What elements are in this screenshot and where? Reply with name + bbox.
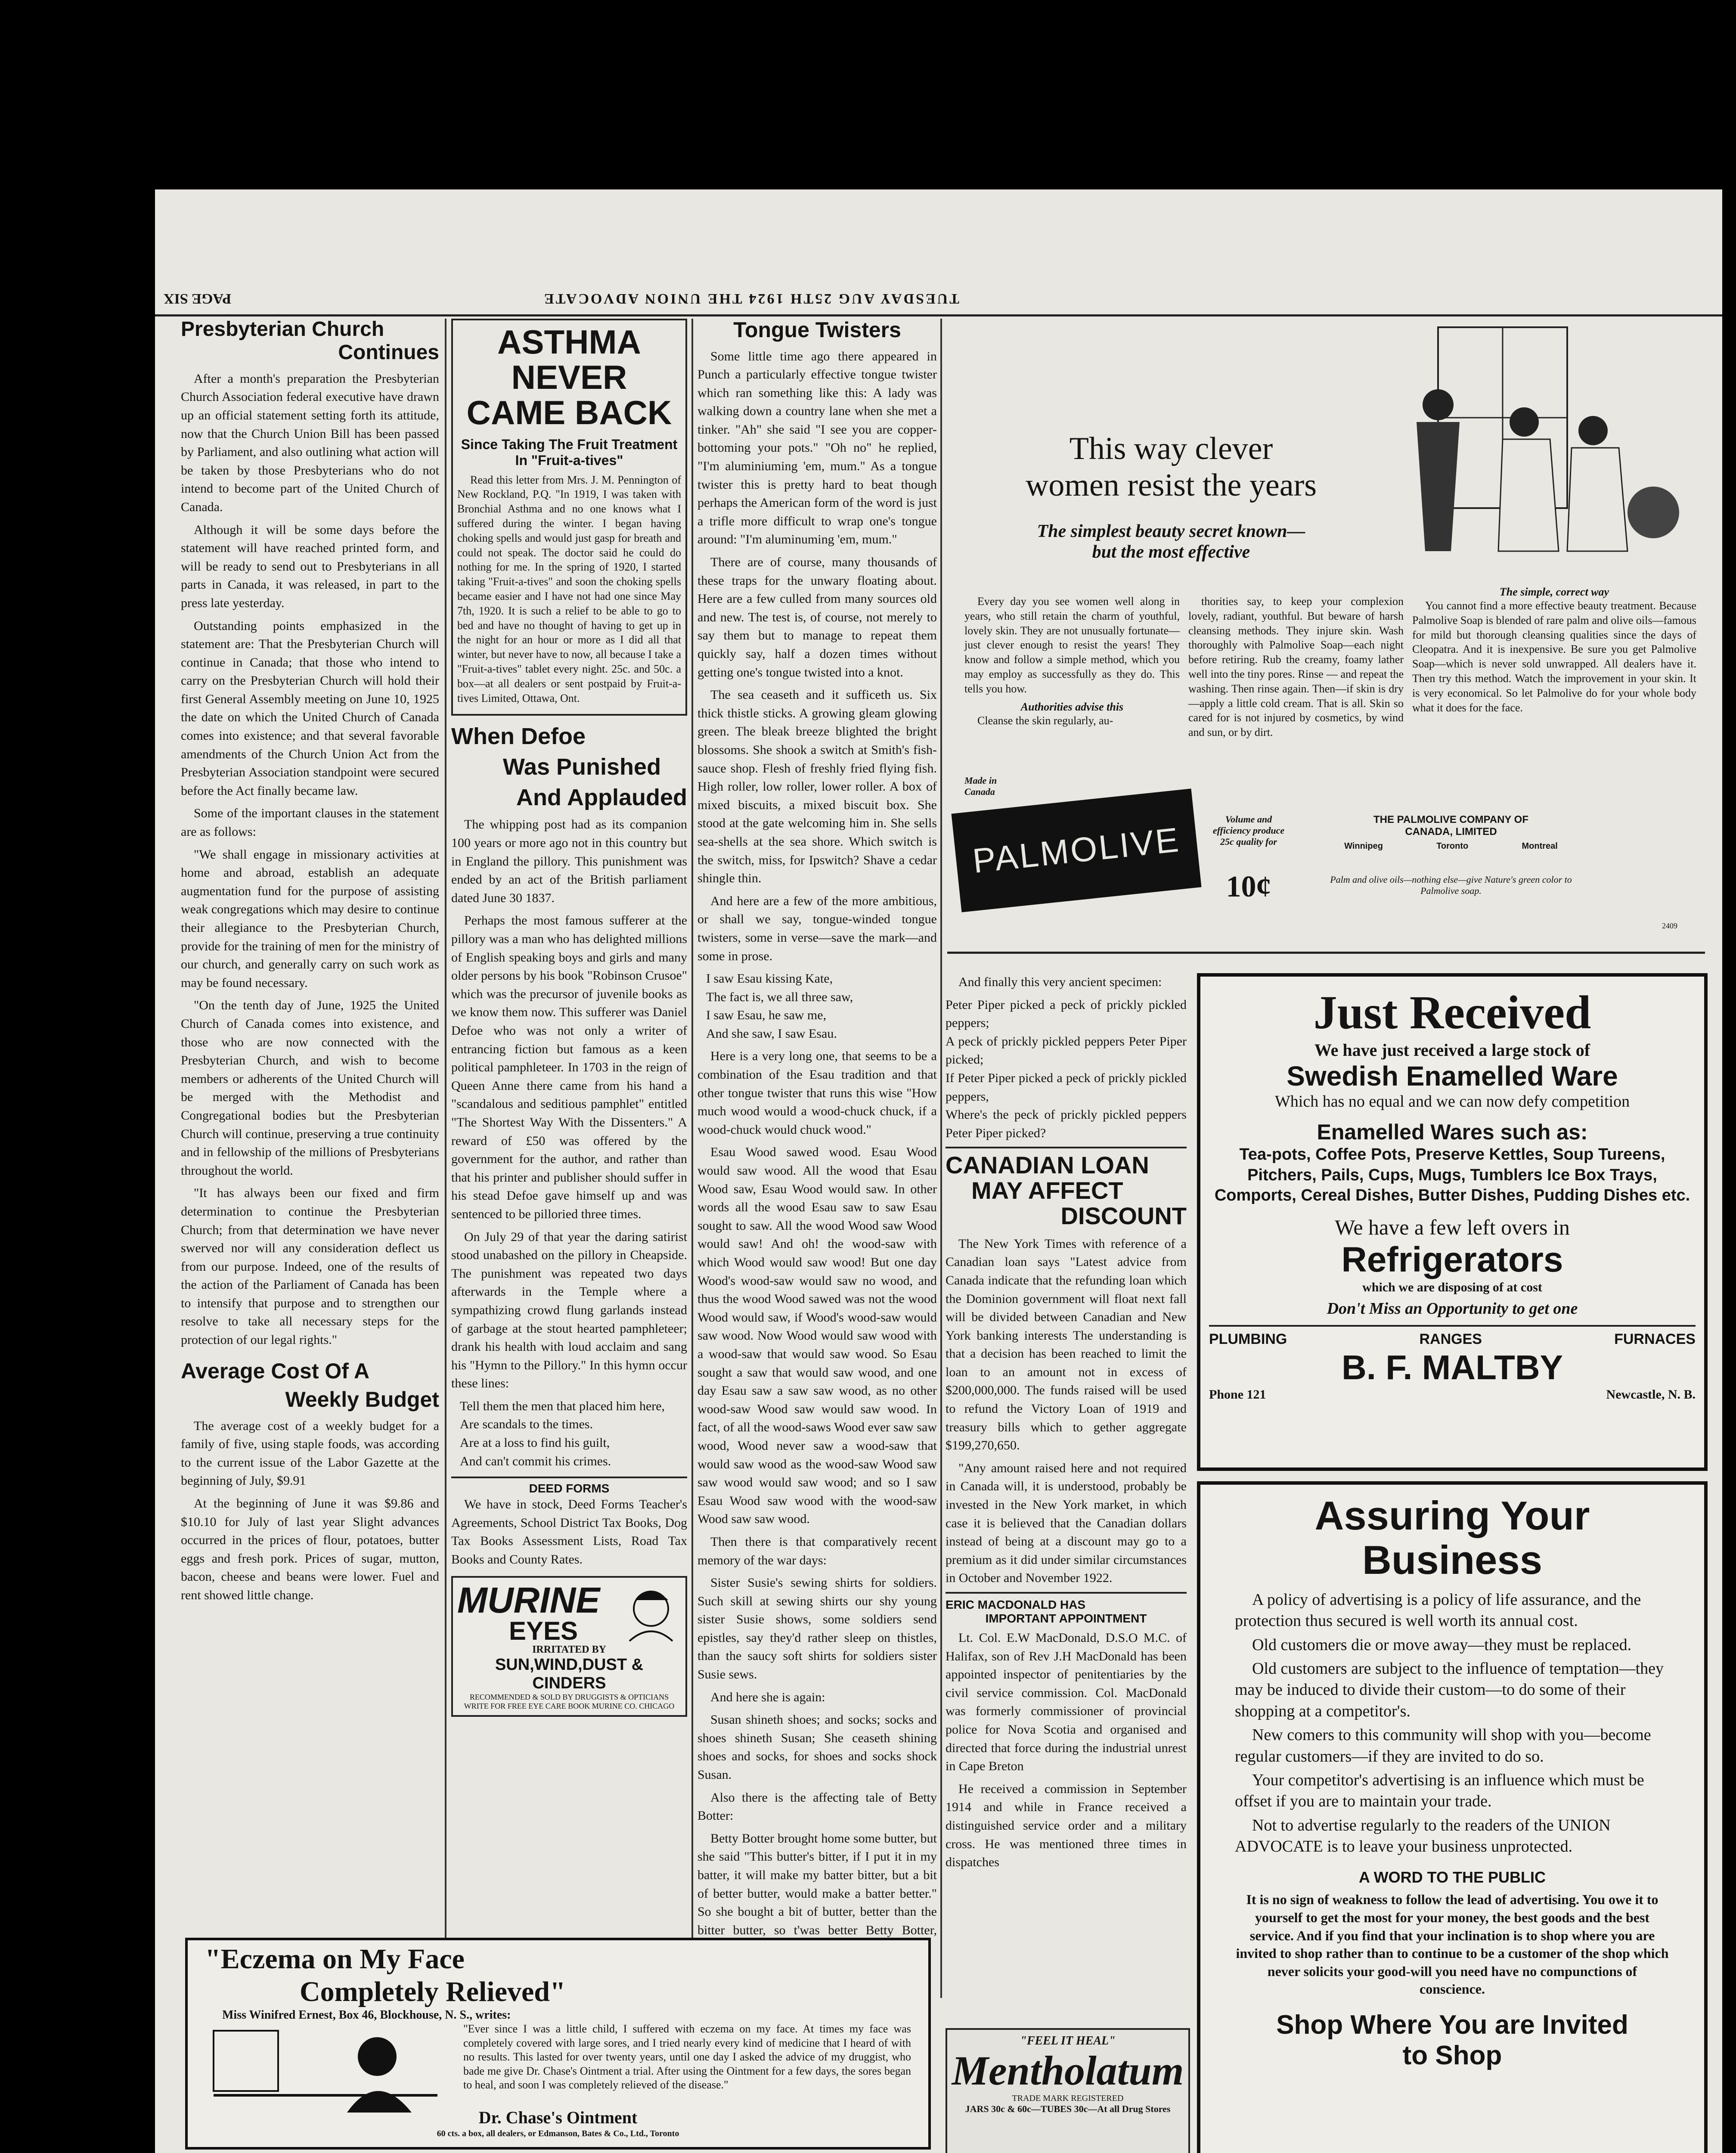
article-paragraph: Lt. Col. E.W MacDonald, D.S.O M.C. of Halifax, son of Rev J.H MacDonald has been appointed inspector of penitentiaries by the civil service commission. Col. MacDonald was formerly commissioner of provincial police for Nova Scotia and organised and directed that force during the industrial unrest in Cape Breton bbox=[946, 1631, 1187, 1774]
maltby-ad bbox=[1197, 973, 1708, 1471]
article-paragraph: "It has always been our fixed and firm determination to continue the Presbyterian Church; from that determination we have never swerved nor will any consideration deflect us from our purpose. Indeed, one of the results of the action of the Parliament of Canada has been to intensify that purpose and to strengthen our resolve to take all necessary steps for the protection of our legal rights." bbox=[181, 1186, 439, 1347]
woman-at-mirror-icon bbox=[205, 2026, 446, 2113]
asthma-title: ASTHMA NEVER bbox=[497, 323, 641, 396]
headline-canadian-loan: CANADIAN LOAN bbox=[946, 1151, 1149, 1179]
headline-presbyterian: Presbyterian Church bbox=[181, 319, 384, 341]
deed-forms-notice bbox=[451, 1477, 687, 1569]
murine-line: WRITE FOR FREE EYE CARE BOOK MURINE CO. CHICAGO bbox=[464, 1701, 675, 1710]
article-paragraph: After a month's preparation the Presbyterian Church Association federal executive have drawn up an official statement setting forth its attitude, now that the Church Union Bill has been passed by Parliament, and also outlining what action will be taken by those Presbyterians who do not intend to become part of the United Church of Canada. bbox=[181, 371, 439, 514]
palmolive-column-2: thorities say, to keep your complexion lovely, radiant, youthful. But beware of harsh cleansing methods. They injure skin. Wash thoroughly with Palmolive Soap—each night before retiring. Rub the creamy, foamy lather well into the tiny pores. Rinse — and repeat the washing. Then rinse again. Then—if skin is dry—apply a little cold cream. That is all. Skin so cared for is not injured by cosmetics, by wind and sun, or by dirt. bbox=[1188, 595, 1404, 739]
palmolive-tagline: Palm and olive oils—nothing else—give Nature's green color to Palmolive soap. bbox=[1330, 874, 1572, 896]
article-paragraph: Perhaps the most famous sufferer at the pillory was a man who has delighted millions of English speaking boys and girls and many older persons by his book "Robinson Crusoe" which was the precursor of juvenile books as we know them now. This sufferer was Daniel Defoe who was not only a writer of entrancing fiction but famous as a keen political pamphleteer. In 1703 in the reign of Queen Anne there came from his hand a "scandalous and seditious pamphlet" entitled "The Shortest Way With the Dissenters." A reward of £50 was offered by the government for the author, and rather than that his printer and publisher should suffer in his stead Defoe gave himself up and was sentenced to be pilloried three times. bbox=[451, 913, 687, 1221]
article-paragraph: Although it will be some days before the statement will have reached printed form, and will be ready to send out to Presbyterians in all parts in Canada, it was released, in part to the press late yesterday. bbox=[181, 522, 439, 610]
article-paragraph: And here she is again: bbox=[710, 1690, 825, 1704]
mentholatum-brand: Mentholatum bbox=[952, 2048, 1184, 2094]
headline-macdonald-2: IMPORTANT APPOINTMENT bbox=[985, 1612, 1147, 1626]
palmolive-subhead: The simplest beauty secret known— but the most effective bbox=[1037, 521, 1305, 562]
verse-line: Where's the peck of prickly pickled peppers Peter Piper picked? bbox=[946, 1108, 1187, 1140]
palmolive-column-3: The simple, correct way You cannot find a more effective beauty treatment. Because Palmolive Soap is blended of rare palm and olive oils—famous for mild but thorough cleansing qualities since the days of Cleopatra. And it is inexpensive. Be sure you get Palmolive Soap—which is never sold unwrapped. All dealers have it. Then try this method. Watch the improvement in your skin. It is very economical. So let Palmolive do for your whole body what it does for the face. bbox=[1412, 586, 1696, 714]
verse-line: If Peter Piper picked a peck of prickly pickled peppers, bbox=[946, 1070, 1187, 1104]
palmolive-volume: Volume and efficiency produce 25c quality for bbox=[1212, 814, 1285, 847]
maltby-line: Enamelled Wares such as: bbox=[1317, 1120, 1588, 1144]
palmolive-authorities: Authorities advise this bbox=[1020, 700, 1124, 713]
palmolive-brand: PALMOLIVE bbox=[970, 820, 1182, 881]
article-paragraph: The sea ceaseth and it sufficeth us. Six thick thistle sticks. A growing gleam glowing green. The bleak breeze blighted the bright blossoms. She shook a switch at Smith's fish-sauce shop. Flesh of freshly fried flying fish. High roller, low roller, lower roller. A box of mixed biscuits, a mixed biscuit box. She stood at the gate welcoming him in. She sells sea-shells at the sea shore. Which switch is the switch, miss, for Ipswitch? Shave a cedar shingle thin. bbox=[698, 688, 937, 886]
maltby-services: PLUMBING RANGES FURNACES bbox=[1209, 1325, 1696, 1348]
made-in-canada: Made in Canada bbox=[964, 775, 997, 797]
women-illustration-icon bbox=[1386, 319, 1696, 560]
palmolive-ad bbox=[947, 319, 1705, 965]
murine-line: RECOMMENDED & SOLD BY DRUGGISTS & OPTICIANS bbox=[469, 1692, 669, 1701]
headline-macdonald: ERIC MACDONALD HAS bbox=[946, 1598, 1086, 1612]
palmolive-city: Winnipeg bbox=[1344, 841, 1383, 851]
headline-budget-2: Weekly Budget bbox=[285, 1387, 439, 1412]
mentholatum-ad bbox=[946, 2028, 1190, 2153]
column-3 bbox=[698, 319, 937, 2024]
verse-line: And she saw, I saw Esau. bbox=[706, 1026, 837, 1041]
article-paragraph: Esau Wood sawed wood. Esau Wood would saw wood. All the wood that Esau Wood saw, Esau Wood would saw. In other words all the wood Esau saw to saw Esau sought to saw. All the wood Wood saw Wood would saw! And oh! the wood-saw with which Wood would saw wood! But one day Wood's wood-saw would saw no wood, and thus the wood Wood sawed was not the wood Wood would saw, if Wood's wood-saw would saw wood. Now Wood would saw wood with a wood-saw that would saw wood. So Esau sought a saw that would saw wood, and one day Esau saw a saw saw wood, as no other wood-saw Wood saw would saw wood. In fact, of all the wood-saws Wood ever saw saw wood, Wood never saw a wood-saw that would saw wood as the wood-saw Wood saw saw wood would saw wood; and so I saw Esau Wood saw wood with the wood-saw Wood saw saw wood. bbox=[698, 1145, 937, 1526]
palmolive-headline: This way clever women resist the years bbox=[1025, 431, 1317, 503]
assuring-close: Shop Where You are Invited to Shop bbox=[1276, 2010, 1628, 2071]
article-paragraph: "We shall engage in missionary activities at home and abroad, establish an adequate augmentation fund for the purpose of assisting weak congregations which may desire to continue their allegiance to the Presbyterian Church, provide for the training of men for the ministry of our church, and generally carry on such work as may be found necessary. bbox=[181, 847, 439, 990]
verse-line: The fact is, we all three saw, bbox=[706, 990, 853, 1004]
article-paragraph: Some little time ago there appeared in Punch a particularly effective tongue twister which ran something like this: A lady was walking down a country lane when she met a tinker. "Ah" she said "I see you are copper-bottoming your pots." "Oh no" he replied, "I'm aluminiuming 'em, mum." As a tongue twister this is pretty hard to beat though perhaps the American form of the word is just a trifle more difficult to wrap one's tongue around: "I'm aluminuming 'em, mum." bbox=[698, 349, 937, 547]
article-paragraph: At the beginning of June it was $9.86 and $10.10 for July of last year Slight advances occurred in the prices of flour, potatoes, butter eggs and fresh pork. Prices of sugar, mutton, bacon, cheese and beans were lower. Fuel and rent showed little change. bbox=[181, 1496, 439, 1602]
article-paragraph: Then there is that comparatively recent memory of the war days: bbox=[698, 1534, 937, 1567]
headline-canadian-loan-3: DISCOUNT bbox=[1060, 1202, 1187, 1229]
page-number-label: PAGE SIX bbox=[164, 291, 232, 307]
column-rule bbox=[445, 319, 446, 1998]
masthead: TUESDAY AUG 25TH 1924 THE UNION ADVOCATE bbox=[542, 291, 959, 307]
verse-line: Peter Piper picked a peck of prickly pickled peppers; bbox=[946, 997, 1187, 1030]
headline-defoe-3: And Applauded bbox=[516, 784, 687, 810]
assuring-title: Assuring Your Business bbox=[1314, 1493, 1590, 1583]
murine-eyes: EYES bbox=[509, 1616, 578, 1645]
eczema-title-2: Completely Relieved" bbox=[300, 1976, 566, 2007]
palmolive-c3-title: The simple, correct way bbox=[1499, 586, 1609, 598]
palmolive-city: Toronto bbox=[1436, 841, 1469, 851]
article-paragraph: "Any amount raised here and not required in Canada will, it is understood, probably be invested in the New York market, in which case it is believed that the Canadian dollars instead of being at a discount may go to a premium as it did under similar circumstances in October and November 1922. bbox=[946, 1461, 1187, 1585]
murine-line: SUN,WIND,DUST & CINDERS bbox=[495, 1655, 644, 1692]
eczema-body: "Ever since I was a little child, I suffered with eczema on my face. At times my face was completely covered with large sores, and I tried nearly every kind of medicine that I heard of with no results. This lasted for over twenty years, until one day I asked the advice of my druggist, who bade me give Dr. Chase's Ointment a trial. After using the Ointment for a few days, the sores began to heal, and soon I was completely relieved of the disease." bbox=[463, 2023, 911, 2091]
verse-line: Are at a loss to find his guilt, bbox=[460, 1436, 610, 1450]
assuring-business-ad bbox=[1197, 1481, 1708, 2153]
mentholatum-line: JARS 30c & 60c—TUBES 30c—At all Drug Stores bbox=[965, 2103, 1171, 2114]
article-paragraph: And here are a few of the more ambitious, or shall we say, tongue-winded tongue twisters, some in verse—save the mark—and some in prose. bbox=[698, 893, 937, 963]
headline-tongue-twisters: Tongue Twisters bbox=[733, 319, 901, 342]
column-2 bbox=[451, 319, 687, 2024]
eczema-brand: Dr. Chase's Ointment bbox=[478, 2108, 638, 2127]
palmolive-column-1: Every day you see women well along in years, who still retain the charm of youthful, lovely skin. They are not unusually fortunate—just clever enough to resist the years! They know and follow a simple method, which you may employ as successfully as they do. This tells you how. Authorities advise this Cleanse the skin regularly, au- bbox=[964, 595, 1180, 727]
mentholatum-slogan: "FEEL IT HEAL" bbox=[1020, 2034, 1116, 2048]
headline-defoe: When Defoe bbox=[451, 723, 586, 750]
woman-face-icon bbox=[621, 1583, 681, 1643]
maltby-line: We have just received a large stock of bbox=[1314, 1040, 1590, 1060]
maltby-contact: Phone 121 Newcastle, N. B. bbox=[1209, 1387, 1696, 1402]
article-paragraph: "On the tenth day of June, 1925 the United Church of Canada comes into existence, and those who are now connected with the Presbyterian Church, and wish to become members or adherents of the United Church will be merged with the Methodist and Congregational bodies but the Presbyterian Church will continue, preserving a true continuity and in fellowship of the millions of Presbyterians throughout the world. bbox=[181, 998, 439, 1178]
maltby-name: B. F. MALTBY bbox=[1341, 1348, 1563, 1387]
maltby-line: Refrigerators bbox=[1341, 1240, 1563, 1279]
murine-ad bbox=[451, 1576, 687, 1717]
verse-line: I saw Esau, he saw me, bbox=[706, 1008, 827, 1023]
article-paragraph: The whipping post had as its companion 100 years or more ago not in this country but in England the pillory. This punishment was ended by an act of the British parliament dated June 30 1837. bbox=[451, 817, 687, 905]
article-paragraph: There are of course, many thousands of these traps for the unwary floating about. Here are a few culled from many sources old and new. The test is, of course, not merely to say them but to manage to repeat them quickly say, half a dozen times without getting one's tongue twisted into a knot. bbox=[698, 555, 937, 679]
newspaper-page bbox=[155, 189, 1722, 2153]
maltby-title: Just Received bbox=[1313, 986, 1591, 1039]
article-paragraph: He received a commission in September 1914 and while in France received a distinguished service order and a military cross. He was mentioned three times in dispatches bbox=[946, 1781, 1187, 1870]
article-paragraph: The average cost of a weekly budget for a family of five, using staple foods, was according to the current issue of the Labor Gazette at the beginning of July, $9.91 bbox=[181, 1418, 439, 1488]
article-paragraph: Susan shineth shoes; and socks; socks and shoes shineth Susan; She ceaseth shining shoes and socks, for shoes and socks shock Susan. bbox=[698, 1712, 937, 1782]
verse-line: Tell them the men that placed him here, bbox=[460, 1399, 665, 1413]
asthma-subtitle: Since Taking The Fruit Treatment bbox=[461, 436, 678, 452]
column-rule bbox=[940, 319, 942, 1998]
maltby-line: Swedish Enamelled Ware bbox=[1286, 1061, 1618, 1092]
word-to-public-title: A WORD TO THE PUBLIC bbox=[1359, 1868, 1546, 1886]
article-paragraph: The New York Times with reference of a Canadian loan says "Latest advice from Canada indicate that the refunding loan which the Dominion government will float next fall will be divided between Canadian and New York banking interests The understanding is that a decision has been reached to limit the loan to an amount not in excess of $200,000,000. The funds raised will be used to refund the Victory Loan of 1919 and treasury bills which to gether aggregate $199,270,650. bbox=[946, 1236, 1187, 1453]
article-paragraph: Outstanding points emphasized in the statement are: That the Presbyterian Church will continue in Canada; that those who intend to carry on the Presbyterian Church will hold their first General Assembly meeting on June 10, 1925 the date on which the United Church of Canada comes into existence; and that several favorable amendments of the Church Union Act from the Presbyterian Association standpoint were secured before the Act finally became law. bbox=[181, 618, 439, 798]
article-paragraph: And finally this very ancient specimen: bbox=[958, 975, 1162, 989]
eczema-title: "Eczema on My Face bbox=[205, 1943, 465, 1975]
page-header bbox=[155, 284, 1722, 316]
article-paragraph: Also there is the affecting tale of Betty Botter: bbox=[698, 1790, 937, 1823]
column-rule bbox=[691, 319, 693, 1998]
palmolive-company: THE PALMOLIVE COMPANY OF CANADA, LIMITED Winnipeg Toronto Montreal bbox=[1344, 814, 1558, 851]
asthma-title-2: CAME BACK bbox=[466, 393, 672, 431]
headline-canadian-loan-2: MAY AFFECT bbox=[971, 1177, 1123, 1204]
deed-forms-title: DEED FORMS bbox=[529, 1482, 610, 1495]
column-1 bbox=[181, 319, 439, 2024]
verse-line: I saw Esau kissing Kate, bbox=[706, 971, 833, 986]
maltby-line: Don't Miss an Opportunity to get one bbox=[1327, 1299, 1578, 1318]
palmolive-price: 10¢ bbox=[1226, 870, 1271, 903]
asthma-subtitle-2: In "Fruit-a-tives" bbox=[515, 452, 623, 468]
eczema-writer: Miss Winifred Ernest, Box 46, Blockhouse, N. S., writes: bbox=[222, 2008, 511, 2022]
maltby-line: Tea-pots, Coffee Pots, Preserve Kettles, Soup Tureens, Pitchers, Pails, Cups, Mugs, Tumblers Ice Box Trays, Comports, Cereal Dishes, Butter Dishes, Pudding Dishes etc. bbox=[1214, 1145, 1690, 1204]
verse-line: Are scandals to the times. bbox=[460, 1417, 593, 1432]
headline-continues: Continues bbox=[338, 341, 439, 364]
asthma-ad bbox=[451, 319, 687, 716]
article-paragraph: Betty Botter brought home some butter, but she said "This butter's bitter, if I put it in my batter, it will make my batter bitter, but a bit of better butter, would make a batter better." So she bought a bit of butter, better than the bitter butter, so t'was better Betty Botter, bbox=[698, 1831, 937, 1937]
column-4 bbox=[946, 973, 1187, 2024]
maltby-line: which we are disposing of at cost bbox=[1362, 1280, 1542, 1294]
word-to-public-body: It is no sign of weakness to follow the lead of advertising. You owe it to yourself to get the most for your money, the best goods and the best service. And if you find that your inclination is to shop where you are invited to shop rather than to continue to be a customer of the shop which never solicits your good-will you need have no compunctions of conscience. bbox=[1236, 1892, 1669, 1997]
asthma-body: Read this letter from Mrs. J. M. Pennington of New Rockland, P.Q. "In 1919, I was taken with Bronchial Asthma and no one knows what I suffered during the winter. I began having choking spells and would just gasp for breath and could not speak. The doctor said he could do nothing for me. In the spring of 1920, I started taking "Fruit-a-tives" and soon the choking spells became easier and I have not had one since May 7th, 1920. It is such a relief to be able to go to bed and have no thought of having to get up in the night for an hour or more as I did all that winter, but never have to now, all because I take a "Fruit-a-tives" tablet every night. 25c. and 50c. a box—at all dealers or sent postpaid by Fruit-a-tives Limited, Ottawa, Ont. bbox=[457, 473, 681, 704]
murine-brand: MURINE bbox=[457, 1579, 600, 1620]
eczema-ad bbox=[185, 1938, 931, 2150]
palmolive-city: Montreal bbox=[1522, 841, 1558, 851]
maltby-line: Which has no equal and we can now defy competition bbox=[1274, 1092, 1630, 1111]
article-paragraph: On July 29 of that year the daring satirist stood unabashed on the pillory in Cheapside. The punishment was repeated two days afterwards in the Temple where a sympathizing crowd flung garlands instead of garbage at the stout hearted pamphleteer; drank his health with loud acclaim and sang his "Hymn to the Pillory." In this hymn occur these lines: bbox=[451, 1229, 687, 1391]
headline-budget: Average Cost Of A bbox=[181, 1359, 370, 1383]
eczema-footer: 60 cts. a box, all dealers, or Edmanson, Bates & Co., Ltd., Toronto bbox=[437, 2129, 679, 2138]
article-paragraph: Sister Susie's sewing shirts for soldiers. Such skill at sewing shirts our shy young sister Susie shows, some soldiers send epistles, say they'd rather sleep on thistles, than the saucy soft shirts for soldiers sister Susie sews. bbox=[698, 1576, 937, 1682]
maltby-line: We have a few left overs in bbox=[1335, 1215, 1570, 1239]
article-paragraph: Some of the important clauses in the statement are as follows: bbox=[181, 806, 439, 839]
assuring-body: A policy of advertising is a policy of life assurance, and the protection thus secured is well worth its annual cost. Old customers die or move away—they must be replaced. Old customers are subject to the influence of temptation—they may be induced to divide their custom—to do some of their shopping at a competitor's. New comers to this community will shop with you—become regular customers—if they are invited to do so. Your competitor's advertising is an influence which must be offset if you are to maintain your trade. Not to advertise regularly to the readers of the UNION ADVOCATE is to leave your business unprotected. bbox=[1235, 1590, 1664, 1856]
palmolive-code: 2409 bbox=[1662, 921, 1677, 930]
verse-line: A peck of prickly pickled peppers Peter Piper picked; bbox=[946, 1034, 1187, 1067]
murine-line: IRRITATED BY bbox=[532, 1644, 606, 1655]
mentholatum-line: TRADE MARK REGISTERED bbox=[1012, 2093, 1124, 2103]
palmolive-soap-bar bbox=[952, 788, 1202, 912]
article-paragraph: Here is a very long one, that seems to be a combination of the Esau tradition and that other tongue twister that runs this wise "How much wood would a wood-chuck chuck, if a wood-chuck would chuck wood." bbox=[698, 1049, 937, 1137]
headline-defoe-2: Was Punished bbox=[503, 754, 661, 780]
verse-line: And can't commit his crimes. bbox=[460, 1454, 611, 1468]
deed-forms-body: We have in stock, Deed Forms Teacher's Agreements, School District Tax Books, Dog Tax Books Assessment Lists, Road Tax Books and County Rates. bbox=[451, 1497, 687, 1567]
